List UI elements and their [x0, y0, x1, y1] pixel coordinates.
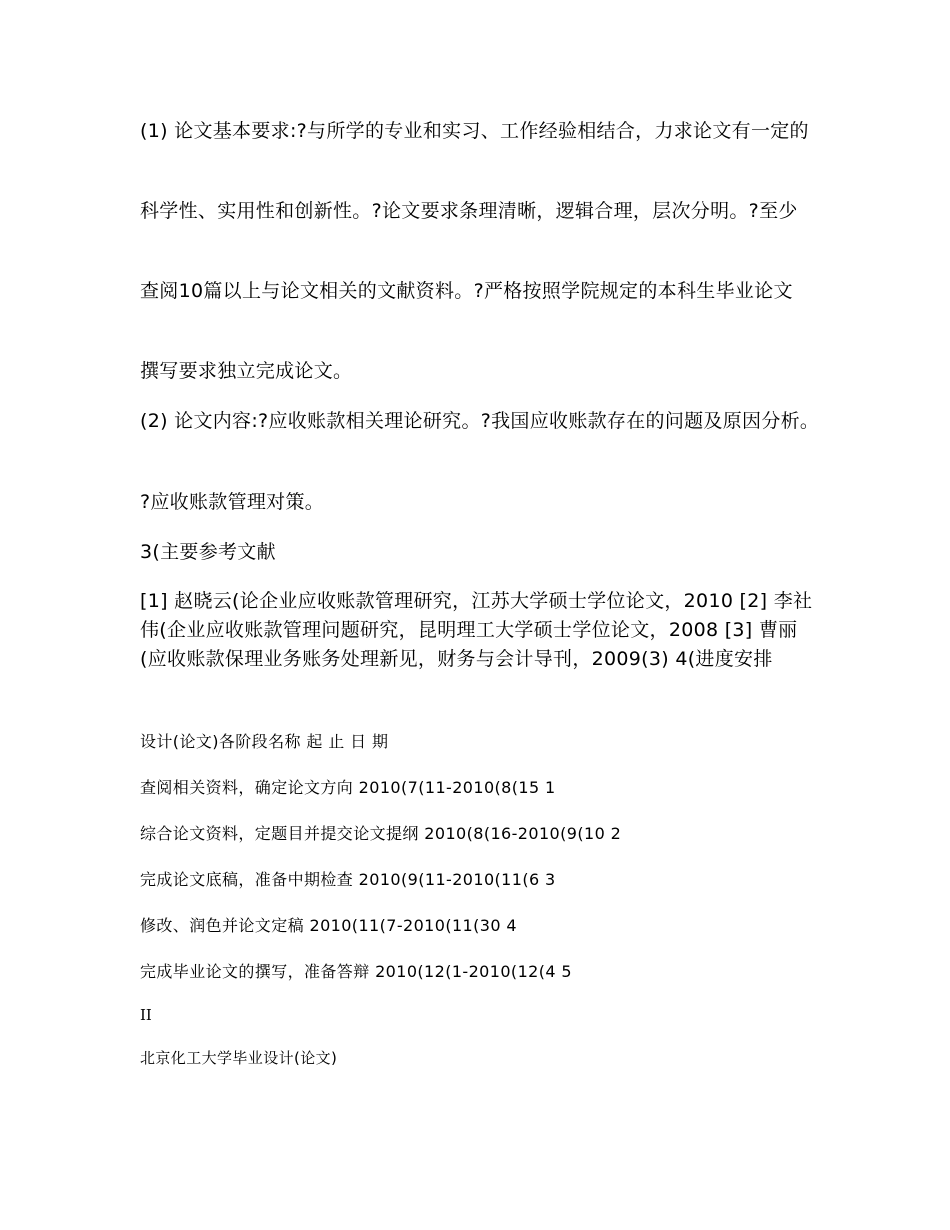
schedule-header: 设计(论文)各阶段名称 起 止 日 期 — [140, 732, 389, 751]
running-title: 北京化工大学毕业设计(论文) — [140, 1049, 338, 1067]
references-list: [1] 赵晓云(论企业应收账款管理研究，江苏大学硕士学位论文，2010 [2] 李社伟(企业应收账款管理问题研究，昆明理工大学硕士学位论文，2008 [3] 曹丽(应收账款保理业务账务处理新见，财务与会计导刊，2009(3) 4(进度安排 — [140, 590, 813, 670]
paragraph-scientific: 科学性、实用性和创新性。?论文要求条理清晰，逻辑合理，层次分明。?至少 — [140, 200, 798, 222]
page-number: II — [140, 1006, 152, 1024]
paragraph-countermeasures: ?应收账款管理对策。 — [140, 491, 325, 513]
paragraph-basic-requirements: (1) 论文基本要求:?与所学的专业和实习、工作经验相结合，力求论文有一定的 — [140, 120, 809, 142]
schedule-row: 完成论文底稿，准备中期检查 2010(9(11-2010(11(6 3 — [140, 870, 556, 889]
schedule-row: 查阅相关资料，确定论文方向 2010(7(11-2010(8(15 1 — [140, 778, 556, 797]
section-references-heading: 3(主要参考文献 — [140, 541, 276, 563]
paragraph-literature: 查阅10篇以上与论文相关的文献资料。?严格按照学院规定的本科生毕业论文 — [140, 280, 793, 302]
schedule-row: 完成毕业论文的撰写，准备答辩 2010(12(1-2010(12(4 5 — [140, 962, 573, 981]
schedule-row: 修改、润色并论文定稿 2010(11(7-2010(11(30 4 — [140, 916, 517, 935]
paragraph-content: (2) 论文内容:?应收账款相关理论研究。?我国应收账款存在的问题及原因分析。 — [140, 410, 820, 432]
paragraph-independent: 撰写要求独立完成论文。 — [140, 360, 353, 382]
schedule-row: 综合论文资料，定题目并提交论文提纲 2010(8(16-2010(9(10 2 — [140, 824, 622, 843]
